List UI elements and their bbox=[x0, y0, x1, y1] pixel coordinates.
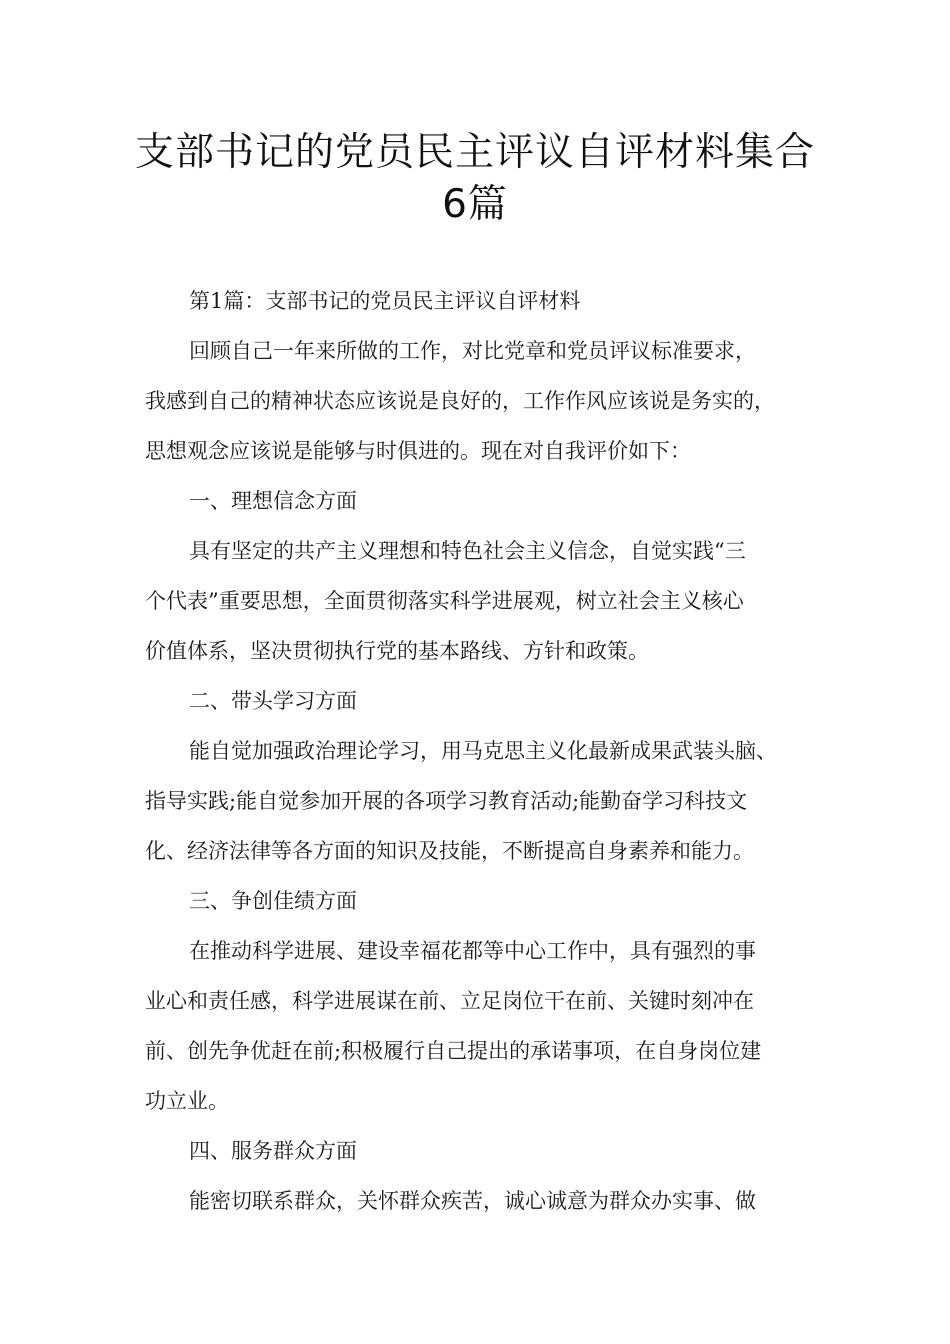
paragraph-line: 前、创先争优赶在前;积极履行自己提出的承诺事项，在自身岗位建 bbox=[145, 1039, 762, 1063]
section-heading-learning: 二、带头学习方面 bbox=[189, 689, 357, 713]
paragraph-line: 能密切联系群众，关怀群众疾苦，诚心诚意为群众办实事、做 bbox=[189, 1189, 756, 1213]
paragraph-line: 我感到自己的精神状态应该说是良好的，工作作风应该说是务实的， bbox=[145, 389, 775, 413]
paragraph-line: 在推动科学进展、建设幸福花都等中心工作中，具有强烈的事 bbox=[189, 939, 756, 963]
paragraph-line: 指导实践;能自觉参加开展的各项学习教育活动;能勤奋学习科技文 bbox=[145, 789, 748, 813]
section-heading-achievements: 三、争创佳绩方面 bbox=[189, 889, 357, 913]
paragraph-line: 业心和责任感，科学进展谋在前、立足岗位干在前、关键时刻冲在 bbox=[145, 989, 754, 1013]
paragraph-line: 具有坚定的共产主义理想和特色社会主义信念，自觉实践“三 bbox=[189, 539, 746, 563]
paragraph-line: 回顾自己一年来所做的工作，对比党章和党员评议标准要求， bbox=[189, 339, 756, 363]
paragraph-line: 思想观念应该说是能够与时俱进的。现在对自我评价如下： bbox=[145, 439, 691, 463]
document-title: 支部书记的党员民主评议自评材料集合 bbox=[134, 130, 815, 175]
section-heading-part-1: 第1篇：支部书记的党员民主评议自评材料 bbox=[189, 289, 581, 313]
paragraph-line: 功立业。 bbox=[145, 1089, 229, 1113]
section-heading-ideals: 一、理想信念方面 bbox=[189, 489, 357, 513]
paragraph-line: 能自觉加强政治理论学习，用马克思主义化最新成果武装头脑、 bbox=[189, 739, 777, 763]
document-title-continued: 6篇 bbox=[442, 182, 508, 227]
paragraph-line: 化、经济法律等各方面的知识及技能，不断提高自身素养和能力。 bbox=[145, 839, 754, 863]
paragraph-line: 价值体系，坚决贯彻执行党的基本路线、方针和政策。 bbox=[145, 639, 649, 663]
section-heading-service: 四、服务群众方面 bbox=[189, 1139, 357, 1163]
paragraph-line: 个代表”重要思想，全面贯彻落实科学进展观，树立社会主义核心 bbox=[145, 589, 744, 613]
